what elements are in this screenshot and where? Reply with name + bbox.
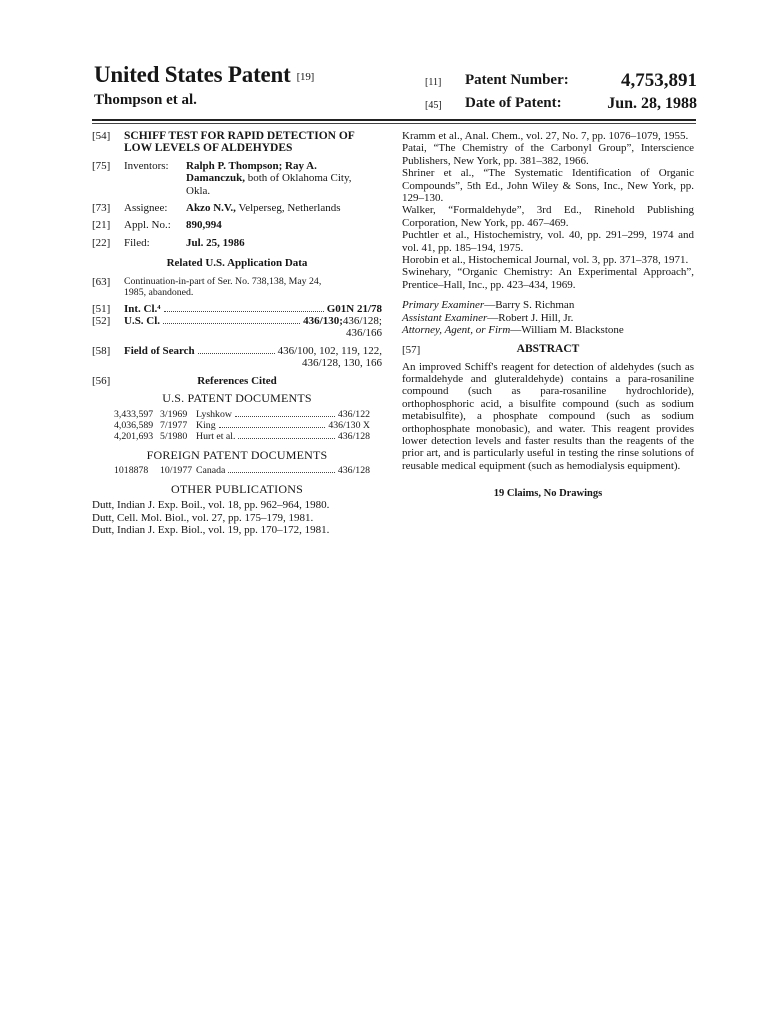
claims-summary: 19 Claims, No Drawings — [493, 488, 603, 500]
leader-dots — [228, 472, 334, 473]
int-cl-label: Int. Cl.⁴ — [124, 302, 161, 315]
abstract-code: [57] — [402, 343, 421, 356]
attorney-label: Attorney, Agent, or Firm — [402, 324, 511, 337]
publication-citation: Dutt, Cell. Mol. Biol., vol. 27, pp. 175–179, 1981. — [92, 511, 314, 524]
right-column — [402, 130, 694, 501]
name-cell: Lyshkow — [196, 408, 232, 420]
class-cell: 436/128 — [337, 430, 370, 442]
us-patent-doc-row — [114, 409, 370, 420]
field-assignee-code: [73] — [92, 202, 111, 215]
examiners-block — [402, 299, 694, 336]
patent-number-cell: 3,433,597 — [114, 408, 154, 420]
field-inventors — [92, 160, 382, 197]
header-rule-thin — [92, 123, 696, 124]
field-related — [92, 276, 382, 298]
assistant-examiner-label: Assistant Examiner — [402, 311, 488, 324]
patent-office-code: [19] — [296, 71, 315, 83]
publication-citation: Walker, “Formaldehyde”, 3rd Ed., Rinehold Publishing Corporation, New York, pp. 467–469. — [402, 204, 694, 229]
inventor-names-line1: Ralph P. Thompson; Ray A. — [186, 159, 317, 172]
field-appl-no-label: Appl. No.: — [124, 219, 171, 232]
header-inventors: Thompson et al. — [94, 92, 197, 108]
publication-citation: Horobin et al., Histochemical Journal, vol. 3, pp. 371–378, 1971. — [402, 254, 689, 267]
other-publications-heading: OTHER PUBLICATIONS — [171, 481, 303, 496]
date-of-patent-label: Date of Patent: — [465, 95, 562, 111]
field-appl-no-code: [21] — [92, 219, 111, 232]
field-us-cl-code: [52] — [92, 315, 111, 328]
leader-dots — [198, 353, 275, 354]
field-appl-no-value: 890,994 — [186, 219, 222, 232]
patent-number-label: Patent Number: — [465, 72, 569, 88]
references-heading: References Cited — [197, 374, 277, 387]
field-assignee-value — [186, 202, 379, 214]
leader-dots — [235, 416, 335, 417]
name-cell: Hurt et al. — [196, 430, 236, 442]
date-cell: 10/1977 — [160, 464, 193, 476]
left-column — [92, 130, 382, 537]
patent-number-cell: 4,201,693 — [114, 430, 154, 442]
field-related-code: [63] — [92, 275, 111, 288]
field-filed-code: [22] — [92, 236, 111, 249]
abstract-heading-row — [402, 343, 694, 357]
field-search — [92, 345, 382, 370]
field-search-code: [58] — [92, 344, 111, 357]
publication-citation: Kramm et al., Anal. Chem., vol. 27, No. 7, pp. 1076–1079, 1955. — [402, 130, 689, 142]
abstract-heading: ABSTRACT — [516, 342, 580, 355]
patent-office-title-text: United States Patent — [94, 62, 291, 87]
other-publications-continued — [402, 130, 694, 291]
abstract-text: An improved Schiff's reagent for detection of aldehydes (such as formaldehyde and gluteraldehyde) contains a para-rosaniline compound (such as para-rosaniline hydrochloride), orthophosphoric acid, a bisulfite compound (such as sodium metabisulfite), a phosphate compound (such as sodium orthophosphate monobasic), and water. This reagent provides lower detection levels and faster results than the reagents of the prior art, and is particularly useful in testing the rinse solutions of reusable medical equipment (such as hemodialysis equipment). — [402, 360, 694, 472]
field-title-code: [54] — [92, 130, 111, 142]
us-cl-value-line2: 436/166 — [345, 327, 382, 340]
field-inventors-value — [186, 160, 379, 197]
us-cl-value-main: 436/130; — [303, 315, 343, 328]
search-label: Field of Search — [124, 344, 195, 357]
field-references — [92, 375, 382, 387]
date-cell: 7/1977 — [160, 419, 188, 431]
field-inventors-code: [75] — [92, 159, 111, 172]
name-cell: Canada — [196, 464, 226, 476]
other-publications-list — [92, 499, 382, 536]
primary-examiner-label: Primary Examiner — [402, 299, 485, 312]
leader-dots — [238, 438, 334, 439]
us-cl-line — [124, 315, 382, 327]
publication-citation: Dutt, Indian J. Exp. Biol., vol. 19, pp. 170–172, 1981. — [92, 524, 330, 537]
field-references-code: [56] — [92, 374, 111, 387]
patent-number-cell: 4,036,589 — [114, 419, 154, 431]
date-cell: 3/1969 — [160, 408, 188, 420]
search-value-line2: 436/128, 130, 166 — [301, 357, 382, 370]
publication-citation: Patai, “The Chemistry of the Carbonyl Group”, Interscience Publishers, New York, pp. 381–382, 1966. — [402, 142, 694, 167]
invention-title-line1: SCHIFF TEST FOR RAPID DETECTION OF — [124, 130, 355, 142]
inventor-location: both of Oklahoma City, — [244, 172, 352, 185]
field-inventors-label: Inventors: — [124, 159, 169, 172]
assignee-name: Akzo N.V., — [186, 202, 236, 215]
header-rule-thick — [92, 119, 696, 121]
class-cell: 436/128 — [337, 464, 370, 476]
publication-citation: Puchtler et al., Histochemistry, vol. 40, pp. 291–299, 1974 and vol. 41, pp. 185–194, 1975. — [402, 229, 694, 254]
foreign-patent-docs-table — [114, 465, 370, 476]
search-line — [124, 345, 382, 357]
field-assignee — [92, 202, 382, 214]
field-int-cl-code: [51] — [92, 302, 111, 315]
primary-examiner — [402, 299, 694, 311]
patent-office-title — [94, 62, 314, 88]
field-title — [92, 130, 382, 155]
leader-dots — [164, 311, 324, 312]
related-text-line2: 1985, abandoned. — [124, 286, 194, 298]
publication-citation: Swinehary, “Organic Chemistry: An Experimental Approach”, Prentice–Hall, Inc., pp. 423–434, 1969. — [402, 266, 694, 291]
leader-dots — [163, 323, 300, 324]
field-assignee-label: Assignee: — [124, 202, 168, 215]
date-of-patent-value: Jun. 28, 1988 — [607, 95, 697, 112]
field-us-cl — [92, 315, 382, 340]
invention-title-line2: LOW LEVELS OF ALDEHYDES — [124, 142, 293, 155]
us-cl-label: U.S. Cl. — [124, 315, 161, 328]
attorney — [402, 324, 694, 336]
publication-citation: Dutt, Indian J. Exp. Boil., vol. 18, pp. 962–964, 1980. — [92, 499, 330, 512]
date-cell: 5/1980 — [160, 430, 188, 442]
us-patent-docs-heading: U.S. PATENT DOCUMENTS — [162, 391, 312, 406]
int-cl-value: G01N 21/78 — [326, 302, 382, 315]
attorney-name: —William M. Blackstone — [510, 324, 624, 337]
us-patent-doc-row — [114, 431, 370, 442]
foreign-patent-docs-heading: FOREIGN PATENT DOCUMENTS — [146, 447, 328, 462]
us-patent-doc-row — [114, 420, 370, 431]
related-text-line1: Continuation-in-part of Ser. No. 738,138, May 24, — [124, 275, 322, 287]
us-patent-docs-table — [114, 409, 370, 442]
field-filed — [92, 237, 382, 249]
assistant-examiner-name: —Robert J. Hill, Jr. — [487, 311, 574, 324]
field-int-cl — [92, 303, 382, 315]
field-filed-label: Filed: — [124, 236, 150, 249]
field-filed-value: Jul. 25, 1986 — [186, 236, 245, 249]
leader-dots — [219, 427, 326, 428]
inventor-state: Okla. — [186, 184, 211, 197]
primary-examiner-name: —Barry S. Richman — [484, 299, 575, 312]
us-cl-value-rest: 436/128; — [342, 315, 382, 328]
assistant-examiner — [402, 312, 694, 324]
int-cl-line — [124, 303, 382, 315]
date-of-patent-row — [425, 95, 697, 115]
patent-number-cell: 1018878 — [114, 464, 149, 476]
class-cell: 436/130 X — [328, 419, 370, 431]
patent-number-value: 4,753,891 — [621, 70, 697, 91]
name-cell: King — [196, 419, 216, 431]
class-cell: 436/122 — [337, 408, 370, 420]
foreign-patent-doc-row — [114, 465, 370, 476]
date-of-patent-code: [45] — [425, 100, 442, 111]
search-value-line1: 436/100, 102, 119, 122, — [277, 344, 382, 357]
assignee-location: Velperseg, Netherlands — [235, 202, 341, 215]
inventor-names-line2: Damanczuk, — [186, 172, 245, 185]
patent-number-code: [11] — [425, 77, 442, 88]
related-data-heading: Related U.S. Application Data — [166, 257, 308, 270]
field-appl-no — [92, 219, 382, 231]
publication-citation: Shriner et al., “The Systematic Identification of Organic Compounds”, 5th Ed., John Wiley & Sons, Inc., New York, pp. 129–130. — [402, 167, 694, 205]
patent-number-row — [425, 72, 697, 92]
